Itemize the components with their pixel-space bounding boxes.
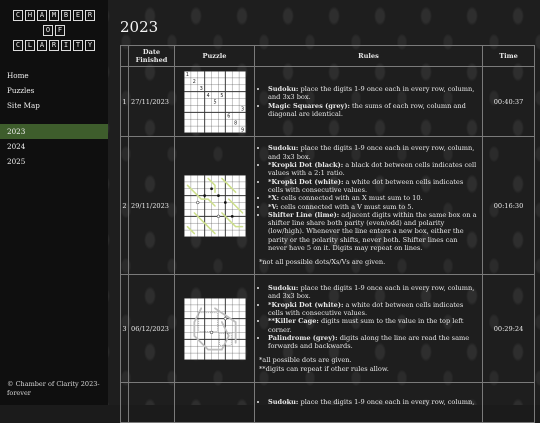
solve-time: 00:16:30 [483, 137, 535, 275]
nav-year-2024[interactable]: 2024 [7, 142, 26, 151]
rule-name: Shifter Line (lime): [268, 210, 340, 219]
logo-letter: C [13, 10, 23, 21]
rules-footnotes [259, 356, 478, 373]
date-finished [129, 383, 175, 423]
rule-name: Palindrome (grey): [268, 333, 338, 342]
rules-footnotes [259, 258, 478, 266]
row-number [121, 383, 129, 423]
sidebar [0, 0, 108, 405]
nav-puzzles[interactable]: Puzzles [7, 86, 35, 95]
sidebar-nav [0, 68, 108, 169]
puzzle-table [120, 45, 535, 423]
given-digit: 6 [226, 114, 230, 119]
logo-letter: A [37, 10, 47, 21]
rule-text: place the digits 1-9 once each in every row, column, and 3x3 box. [268, 144, 475, 161]
rule-name: *Kropki Dot (white): [268, 300, 344, 309]
col-header-number [121, 46, 129, 67]
puzzle-thumbnail-cell[interactable] [175, 67, 255, 137]
rule-item [268, 284, 478, 301]
rule-text: the sums of each row, column and diagonal are identical. [268, 101, 466, 118]
row-number: 2 [121, 137, 129, 275]
nav-divider [0, 113, 108, 124]
logo-word [12, 25, 96, 36]
rules-cell [255, 67, 483, 137]
col-header-rules: Rules [255, 46, 483, 67]
kropki-black-dot [223, 201, 226, 204]
col-header-time: Time [483, 46, 535, 67]
puzzle-thumbnail-cell[interactable] [175, 275, 255, 383]
given-digit: 2 [192, 79, 196, 85]
rule-name: *V: [268, 202, 279, 211]
site-logo[interactable] [12, 10, 96, 55]
grid-background [184, 298, 246, 360]
rule-text: digits must sum to the value in the top left corner. [268, 317, 464, 334]
logo-letter: A [37, 40, 47, 51]
rule-text: cells connected with a V must sum to 5. [278, 202, 414, 211]
kropki-white-dot [217, 214, 220, 217]
rule-text: cells connected with an X must sum to 10. [279, 194, 423, 203]
logo-letter: T [73, 40, 83, 51]
rule-item [268, 211, 478, 252]
rule-text: place the digits 1-9 once each in every row, column, and 3x3 box. [268, 84, 475, 102]
date-finished: 29/11/2023 [129, 137, 175, 275]
given-digit: 5 [219, 93, 223, 99]
rule-text: place the digits 1-9 once each in every row, column, [298, 398, 475, 407]
rule-name: *X: [268, 194, 279, 203]
kropki-white-dot [223, 317, 226, 320]
logo-letter: B [61, 10, 71, 21]
solve-time: 00:40:37 [483, 67, 535, 137]
copyright-footer: © Chamber of Clarity 2023-forever [7, 380, 100, 397]
logo-letter: I [61, 40, 71, 51]
logo-letter: M [49, 10, 59, 21]
puzzle-thumbnail-cell[interactable] [175, 383, 255, 423]
puzzle-thumbnail-cell[interactable] [175, 137, 255, 275]
rule-item [268, 301, 478, 318]
rule-text: a white dot between cells indicates cells with consecutive values. [268, 300, 464, 317]
given-digit: 3 [199, 86, 203, 92]
rule-text: a black dot between cells indicates cell values with a 2:1 ratio. [268, 161, 477, 178]
puzzle-thumbnail [184, 71, 246, 133]
row-number: 3 [121, 275, 129, 383]
row-number: 1 [121, 67, 129, 137]
rule-text: a white dot between cells indicates cells with consecutive values. [268, 177, 464, 194]
rules-cell [255, 383, 483, 423]
logo-word [12, 10, 96, 21]
rule-item [268, 317, 478, 334]
given-digit: 4 [206, 93, 210, 99]
table-header-row [121, 46, 535, 67]
rule-name: Sudoku: [268, 398, 299, 407]
given-digit: 9 [240, 127, 244, 133]
rules-cell [255, 137, 483, 275]
rule-item [268, 161, 478, 178]
rule-item [268, 398, 478, 406]
date-finished: 27/11/2023 [129, 67, 175, 137]
footnote: *not all possible dots/Xs/Vs are given. [259, 258, 386, 267]
given-digit: 1 [185, 72, 189, 78]
rules-list [259, 284, 478, 350]
table-row [121, 383, 535, 423]
rule-name: Sudoku: [268, 284, 299, 293]
given-digit: 8 [233, 120, 237, 126]
col-header-date: Date Finished [129, 46, 175, 67]
rule-item [268, 144, 478, 161]
rule-text: digits along the line are read the same forwards and backwards. [268, 333, 470, 351]
given-digit: 3 [240, 107, 244, 113]
nav-site-map[interactable]: Site Map [7, 101, 40, 110]
kropki-white-dot [210, 331, 213, 334]
nav-year-2025[interactable]: 2025 [7, 157, 26, 166]
rule-text: adjacent digits within the same box on a shifter line share both parity (even/odd) and polarity (low/high). Whenever the line enters a new box, either the parity or the polarity shifts, never both. Shifter lines can never have 5 on it. Digits may repeat on lines. [268, 210, 477, 252]
logo-letter: R [49, 40, 59, 51]
footnote: **digits can repeat if other rules allow. [259, 364, 389, 373]
footnote: *all possible dots are given. [259, 356, 352, 365]
rule-name: *Kropki Dot (black): [268, 161, 344, 170]
table-row [121, 67, 535, 137]
puzzle-thumbnail [184, 298, 246, 360]
puzzle-thumbnail [184, 175, 246, 237]
rule-item [268, 85, 478, 102]
rule-item [268, 178, 478, 195]
table-row [121, 137, 535, 275]
page-title: 2023 [120, 18, 159, 36]
given-digit: 5 [212, 100, 217, 106]
logo-letter: R [85, 10, 95, 21]
logo-letter: C [13, 40, 23, 51]
rule-name: Sudoku: [268, 144, 299, 153]
rules-list [259, 144, 478, 252]
kropki-white-dot [196, 201, 199, 204]
rule-item [268, 194, 478, 202]
logo-letter: O [43, 25, 53, 36]
rule-name: **Killer Cage: [268, 317, 319, 326]
main-content [108, 0, 540, 405]
solve-time: 00:29:24 [483, 275, 535, 383]
solve-time [483, 383, 535, 423]
logo-letter: L [25, 40, 35, 51]
rule-item [268, 102, 478, 119]
kropki-black-dot [230, 214, 233, 217]
rule-item [268, 334, 478, 351]
nav-year-2023[interactable]: 2023 [0, 124, 108, 139]
rule-text: place the digits 1-9 once each in every row, column, and 3x3 box. [268, 284, 475, 301]
rule-name: Sudoku: [268, 84, 299, 93]
date-finished: 06/12/2023 [129, 275, 175, 383]
rule-name: Magic Squares (grey): [268, 101, 350, 110]
rules-list [259, 398, 478, 406]
table-row [121, 275, 535, 383]
kropki-black-dot [210, 187, 213, 190]
kropki-black-dot [203, 194, 206, 197]
col-header-puzzle: Puzzle [175, 46, 255, 67]
rule-item [268, 203, 478, 211]
rules-cell [255, 275, 483, 383]
logo-letter: Y [85, 40, 95, 51]
rule-name: *Kropki Dot (white): [268, 177, 344, 186]
logo-word [12, 40, 96, 51]
kropki-black-dot [217, 194, 220, 197]
nav-home[interactable]: Home [7, 71, 29, 80]
logo-letter: H [25, 10, 35, 21]
logo-letter: F [55, 25, 65, 36]
logo-letter: E [73, 10, 83, 21]
rules-list [259, 85, 478, 118]
